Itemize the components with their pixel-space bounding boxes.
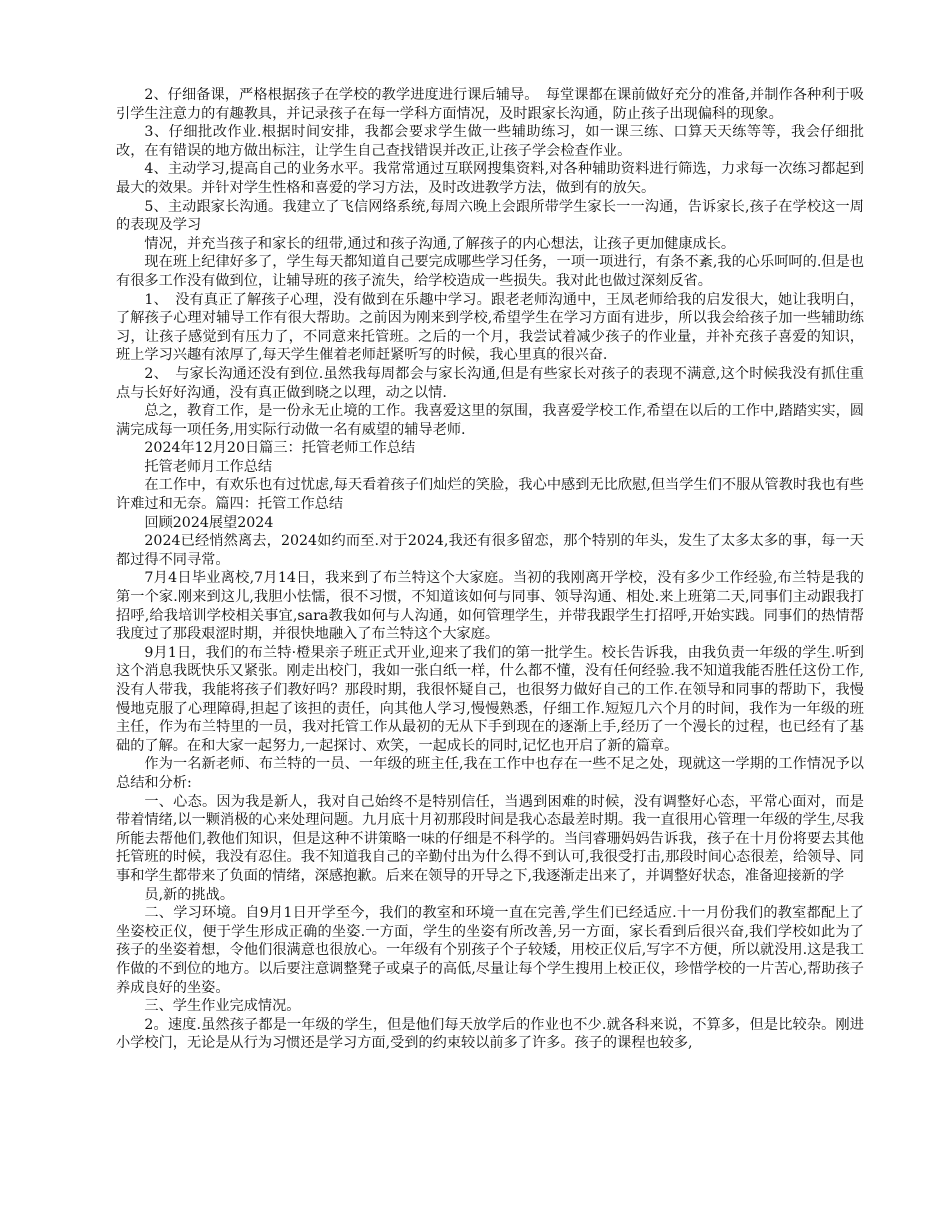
paragraph-14: 2024已经悄然离去，2024如约而至.对于2024,我还有很多留恋，那个特别的年头，发生了太多太多的事，每一天都过得不同寻常。: [116, 533, 864, 568]
paragraph-8: 2、 与家长沟通还没有到位.虽然我每周都会与家长沟通,但是有些家长对孩子的表现不满意,这个时候我没有抓住重点与长好好沟通，没有真正做到晓之以理，动之以情.: [116, 365, 864, 401]
paragraph-5: 情况，并充当孩子和家长的纽带,通过和孩子沟通,了解孩子的内心想法，让孩子更加健康成长。: [144, 235, 736, 252]
paragraph-16: 9月1日，我们的布兰特·橙果亲子班正式开业,迎来了我们的第一批学生。校长告诉我，由我负责一年级的学生.听到这个消息我既快乐又紧张。刚走出校门，我如一张白纸一样，什么都不懂，没有任何经验.我不知道我能否胜任这份工作,没有人带我，我能将孩子们教好吗？那段时期，我很怀疑自己，也很努力做好自己的工作.在领导和同事的帮助下，我慢慢地克服了心理障碍,担起了该担的责任，向其他人学习,慢慢熟悉，仔细工作.短短几六个月的时间，我作为一年级的班主任，作为布兰特里的一员，我对托管工作从最初的无从下手到现在的逐渐上手,经历了一个漫长的过程，也已经有了基础的了解。在和大家一起努力,一起探讨、欢笑，一起成长的同时,记忆也开启了新的篇章。: [116, 644, 864, 754]
paragraph-9: 总之，教育工作，是一份永无止境的工作。我喜爱这里的氛围，我喜爱学校工作,希望在以后的工作中,踏踏实实，圆满完成每一项任务,用实际行动做一名有威望的辅导老师.: [116, 403, 864, 438]
section-heading-monthly: 托管老师月工作总结: [144, 458, 273, 475]
paragraph-17: 作为一名新老师、布兰特的一员、一年级的班主任,我在工作中也存在一些不足之处，现就这一学期的工作情况予以总结和分析:: [116, 756, 864, 791]
paragraph-4: 5、主动跟家长沟通。我建立了飞信网络系统,每周六晚上会跟所带学生家长一一沟通，告诉家长,孩子在学校这一周的表现及学习: [116, 198, 864, 234]
paragraph-6: 现在班上纪律好多了，学生每天都知道自己要完成哪些学习任务，一项一项进行，有条不紊,我的心乐呵呵的.但是也有很多工作没有做到位，让辅导班的孩子流失，给学校造成一些损失。我对此也做过深刻反省。: [116, 254, 864, 289]
paragraph-20: 二、学习环境。自9月1日开学至今，我们的教室和环境一直在完善,学生们已经适应.十一月份我们的教室都配上了坐姿校正仪，便于学生形成正确的坐姿.一方面，学生的坐姿有所改善,另一方面，家长看到后很兴奋,我们学校如此为了孩子的坐姿着想，令他们很满意也很放心。一年级有个别孩子个子较矮，用校正仪后,写字不方便，所以就没用.这是我工作做的不到位的地方。以后要注意调整凳子或桌子的高低,尽量让每个学生搜用上校正仪，珍惜学校的一片苦心,帮助孩子养成良好的坐姿。: [116, 905, 864, 996]
section-heading-homework: 三、学生作业完成情况。: [144, 998, 301, 1015]
section-heading-date: 2024年12月20日篇三：托管老师工作总结: [144, 440, 416, 457]
paragraph-18: 一、心态。因为我是新人，我对自己始终不是特别信任，当遇到困难的时候，没有调整好心态，平常心面对，而是带着情绪,以一颗消极的心来处理问题。九月底十月初那段时间是我心态最差时期。我一直很用心管理一年级的学生,尽我所能去帮他们,教他们知识，但是这种不讲策略一味的仔细是不科学的。当闫睿珊妈妈告诉我，孩子在十月份将要去其他托管班的时候，我没有忍住。我不知道我自己的辛勤付出为什么得不到认可,我很受打击,那段时间心态很差，给领导、同事和学生都带来了负面的情绪，深感抱歉。后来在领导的开导之下,我逐渐走出来了，并调整好状态，准备迎接新的学: [116, 793, 864, 884]
paragraph-12: 在工作中，有欢乐也有过忧虑,每天看着孩子们灿烂的笑脸，我心中感到无比欣慰,但当学生们不服从管教时我也有些许难过和无奈。篇四：托管工作总结: [116, 477, 864, 513]
paragraph-3: 4、主动学习,提高自己的业务水平。我常常通过互联网搜集资料,对各种辅助资料进行筛选，力求每一次练习都起到最大的效果。并针对学生性格和喜爱的学习方法，及时改进教学方法，做到有的放矢。: [116, 161, 864, 196]
paragraph-2: 3、仔细批改作业.根据时间安排，我都会要求学生做一些辅助练习，如一课三练、口算天天练等等，我会仔细批改，在有错误的地方做出标注，让学生自己查找错误并改正,让孩子学会检查作业。: [116, 124, 864, 159]
paragraph-19: 员,新的挑战。: [144, 886, 235, 903]
paragraph-1: 2、仔细备课，严格根据孩子在学校的教学进度进行课后辅导。 每堂课都在课前做好充分的准备,并制作各种利于吸引学生注意力的有趣教具，并记录孩子在每一学科方面情况，及时跟家长沟通，防止孩子出现偏科的现象。: [116, 87, 864, 122]
paragraph-22: 2。速度.虽然孩子都是一年级的学生，但是他们每天放学后的作业也不少.就各科来说，不算多，但是比较杂。刚进小学校门，无论是从行为习惯还是学习方面,受到的约束较以前多了许多。孩子的课程也较多,: [116, 1016, 864, 1052]
section-heading-review: 回顾2024展望2024: [144, 514, 274, 531]
paragraph-7: 1、 没有真正了解孩子心理，没有做到在乐趣中学习。跟老老师沟通中，王凤老师给我的启发很大，她让我明白，了解孩子心理对辅导工作有很大帮助。之前因为刚来到学校,希望学生在学习方面有进步，所以我会给孩子加一些辅助练习，让孩子感觉到有压力了，不同意来托管班。之后的一个月，我尝试着减少孩子的作业量，并补充孩子喜爱的知识，班上学习兴趣有浓厚了,每天学生催着老师赶紧听写的时候，我心里真的很兴奋.: [116, 291, 864, 364]
paragraph-15: 7月4日毕业离校,7月14日，我来到了布兰特这个大家庭。当初的我刚离开学校，没有多少工作经验,布兰特是我的第一个家.刚来到这儿,我胆小怯懦，很不习惯，不知道该如何与同事、领导沟通、相处.来上班第二天,同事们主动跟我打招呼,给我培训学校相关事宜,sara教我如何与人沟通，如何管理学生，并带我跟学生打招呼,开始实践。同事们的热情帮我度过了那段艰涩时期，并很快地融入了布兰特这个大家庭。: [116, 570, 864, 643]
